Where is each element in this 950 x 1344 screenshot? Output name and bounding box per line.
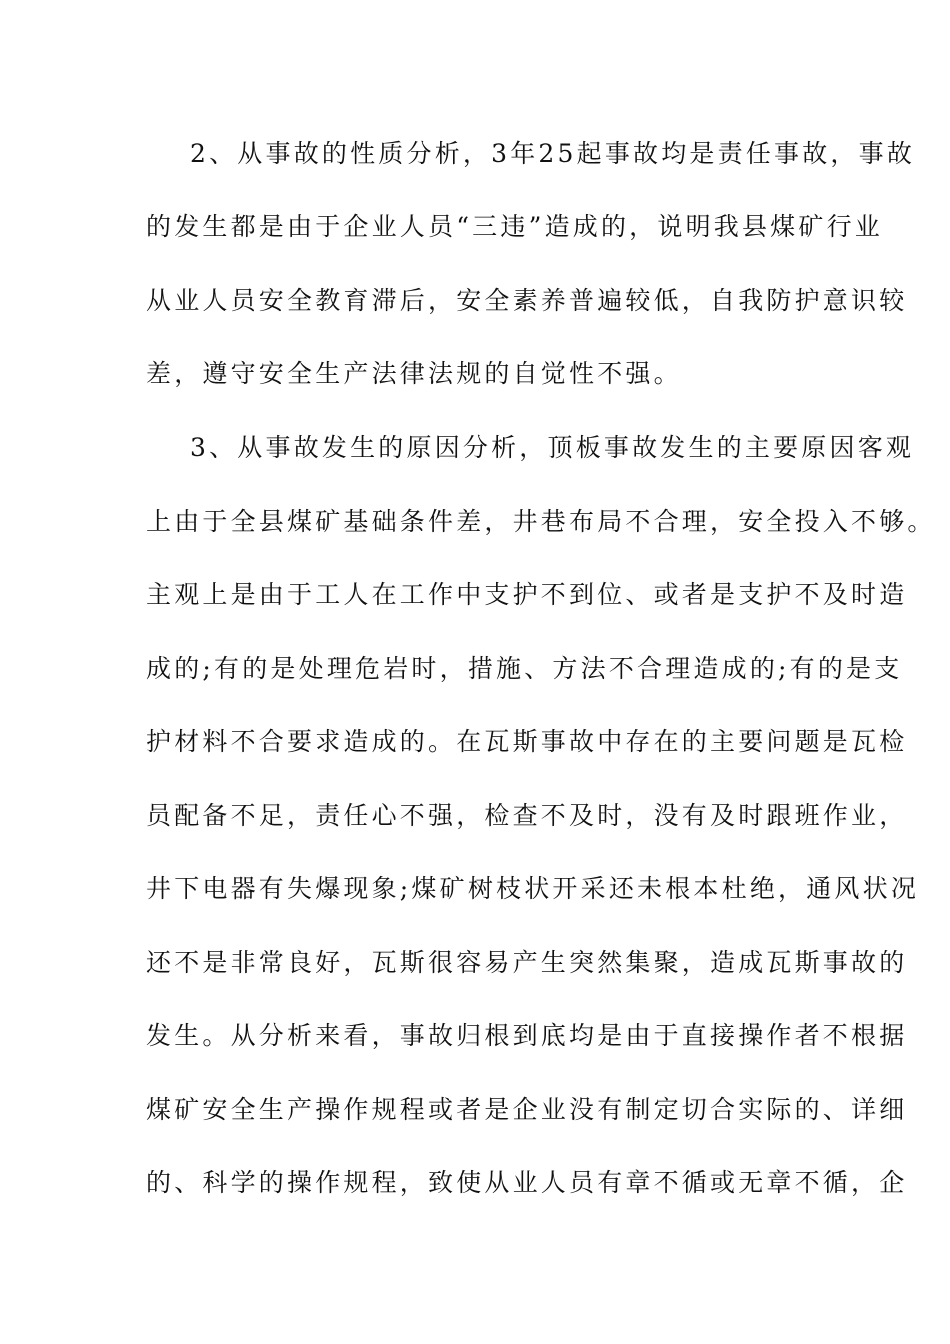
paragraph-2-line-2: 上由于全县煤矿基础条件差，井巷布局不合理，安全投入不够。 (146, 507, 936, 536)
paragraph-2-line-5: 护材料不合要求造成的。在瓦斯事故中存在的主要问题是瓦检 (146, 727, 908, 756)
paragraph-2-line-10: 煤矿安全生产操作规程或者是企业没有制定切合实际的、详细 (146, 1095, 908, 1124)
paragraph-1-line-3: 从业人员安全教育滞后，安全素养普遍较低，自我防护意识较 (146, 286, 908, 315)
paragraph-1-line-4: 差，遵守安全生产法律法规的自觉性不强。 (146, 359, 682, 388)
paragraph-1-line-2: 的发生都是由于企业人员“三违”造成的，说明我县煤矿行业 (146, 212, 883, 241)
paragraph-2-line-7: 井下电器有失爆现象;煤矿树枝状开采还未根本杜绝，通风状况 (146, 874, 920, 903)
paragraph-2-line-1: 3、从事故发生的原因分析，顶板事故发生的主要原因客观 (190, 433, 915, 462)
paragraph-2-line-8: 还不是非常良好，瓦斯很容易产生突然集聚，造成瓦斯事故的 (146, 948, 908, 977)
paragraph-2-line-9: 发生。从分析来看，事故归根到底均是由于直接操作者不根据 (146, 1021, 908, 1050)
paragraph-2-line-6: 员配备不足，责任心不强，检查不及时，没有及时跟班作业， (146, 801, 908, 830)
paragraph-2-line-11: 的、科学的操作规程，致使从业人员有章不循或无章不循，企 (146, 1168, 908, 1197)
paragraph-1-line-1: 2、从事故的性质分析，3年25起事故均是责任事故，事故 (190, 139, 916, 168)
paragraph-2-line-4: 成的;有的是处理危岩时，措施、方法不合理造成的;有的是支 (146, 654, 903, 683)
paragraph-2-line-3: 主观上是由于工人在工作中支护不到位、或者是支护不及时造 (146, 580, 908, 609)
